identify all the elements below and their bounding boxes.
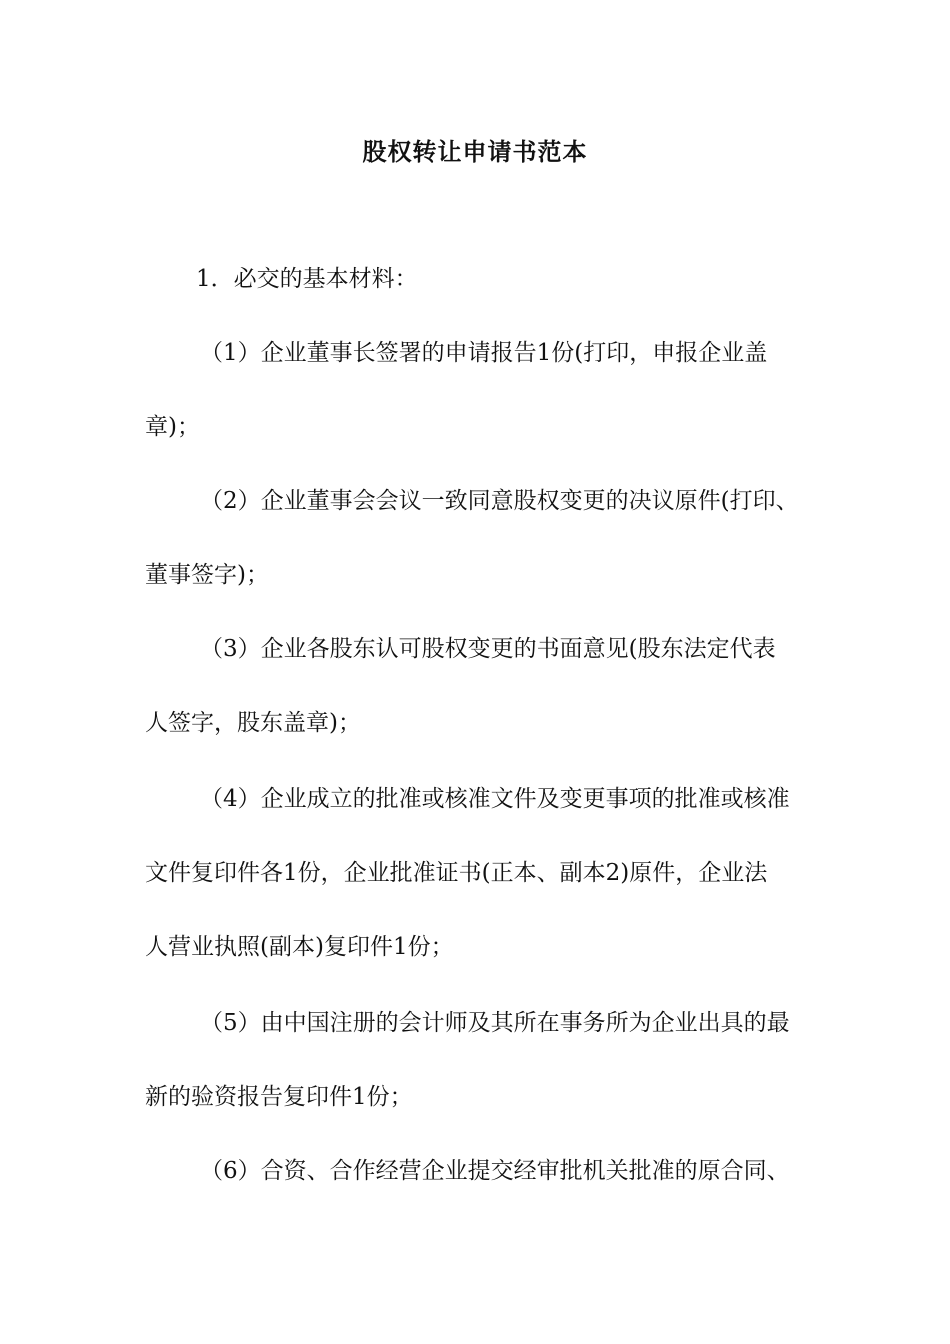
paragraph-line: （2）企业董事会会议一致同意股权变更的决议原件(打印、: [200, 488, 799, 514]
paragraph-line: 章)；: [145, 414, 200, 440]
paragraph-line: （1）企业董事长签署的申请报告1份(打印，申报企业盖: [200, 340, 768, 366]
paragraph-line: 人签字，股东盖章)；: [145, 710, 361, 736]
paragraph-line: 人营业执照(副本)复印件1份；: [145, 934, 454, 960]
section-heading: 1．必交的基本材料：: [196, 266, 418, 292]
paragraph-line: 文件复印件各1份，企业批准证书(正本、副本2)原件，企业法: [145, 860, 768, 886]
paragraph-line: 董事签字)；: [145, 562, 269, 588]
document-title: 股权转让申请书范本: [362, 138, 588, 166]
paragraph-line: （5）由中国注册的会计师及其所在事务所为企业出具的最: [200, 1010, 790, 1036]
paragraph-line: （6）合资、合作经营企业提交经审批机关批准的原合同、: [200, 1158, 790, 1184]
paragraph-line: 新的验资报告复印件1份；: [145, 1084, 413, 1110]
paragraph-line: （3）企业各股东认可股权变更的书面意见(股东法定代表: [200, 636, 776, 662]
paragraph-line: （4）企业成立的批准或核准文件及变更事项的批准或核准: [200, 786, 790, 812]
